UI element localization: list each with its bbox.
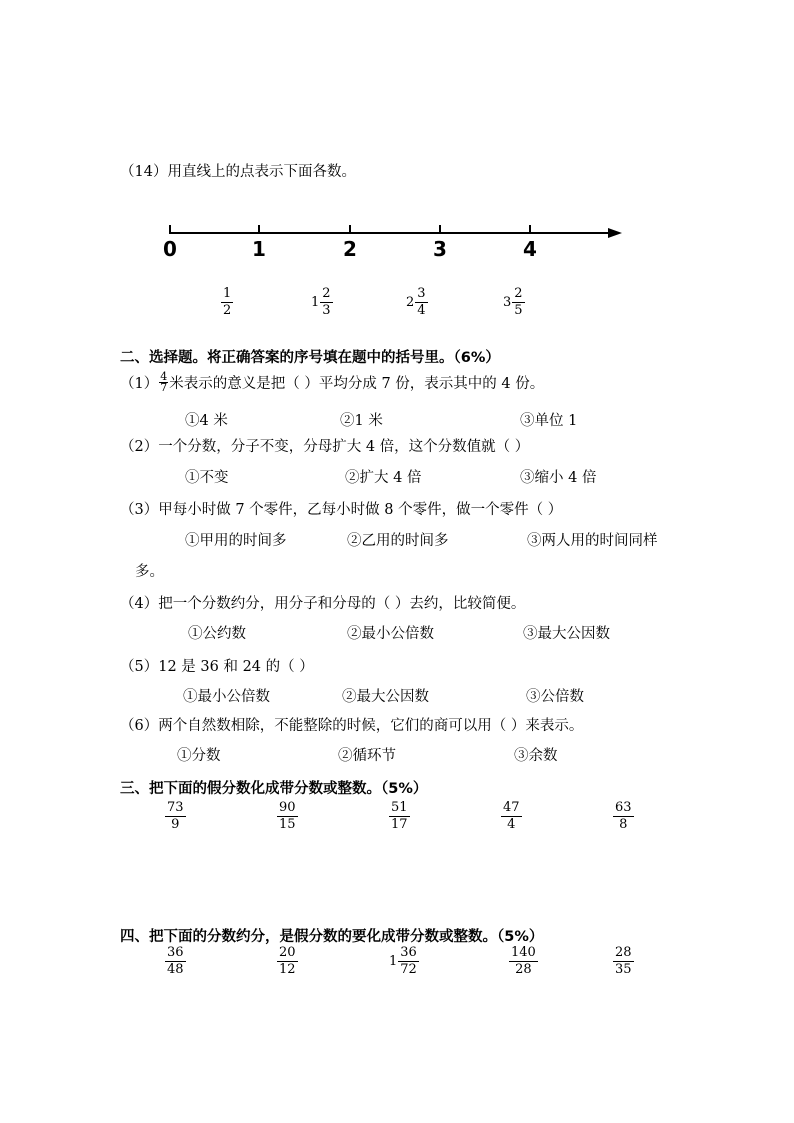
tick-label-4: 4 [523,237,537,261]
s2-q5-option-3: ③公倍数 [526,689,584,705]
number-line [0,0,794,300]
section3-heading: 三、把下面的假分数化成带分数或整数。（5%） [120,781,428,797]
s2-q4-option-3: ③最大公因数 [523,626,610,642]
s2-q6-option-2: ②循环节 [338,748,396,764]
q14-mixed-number: 2 $\frac{3}{4}$ [406,286,426,318]
s2-q3-option-1: ①甲用的时间多 [185,533,287,549]
q14-mixed-number: 3 $\frac{2}{5}$ [503,286,523,318]
s3-fraction: $\frac{47}{4}$ [503,800,520,832]
s3-fraction: $\frac{51}{17}$ [391,800,408,832]
q14-mixed-number: 1 $\frac{2}{3}$ [311,286,331,318]
s2-q3-option-3: ③两人用的时间同样 [527,533,658,549]
s3-fraction: $\frac{90}{15}$ [279,800,296,832]
s2-q3-continuation: 多。 [135,564,164,580]
s2-q1-option-1: ①4 米 [185,413,228,429]
section4-heading: 四、把下面的分数约分，是假分数的要化成带分数或整数。（5%） [120,929,544,945]
tick-label-0: 0 [163,237,177,261]
s2-q4-option-2: ②最小公倍数 [347,626,434,642]
section2-heading: 二、选择题。将正确答案的序号填在题中的括号里。（6%） [120,350,500,366]
s2-q2: （2）一个分数，分子不变，分母扩大 4 倍，这个分数值就（ ） [120,439,530,455]
s2-q6: （6）两个自然数相除，不能整除的时候，它们的商可以用（ ）来表示。 [120,718,584,734]
s2-q6-option-1: ①分数 [177,748,221,764]
s2-q5-option-1: ①最小公倍数 [183,689,270,705]
s2-q6-option-3: ③余数 [514,748,558,764]
s2-q1: （1） $\frac{4}{7}$ 米表示的意义是把（ ）平均分成 7 份，表示其中的 4 份。 [120,370,545,394]
s2-q4: （4）把一个分数约分，用分子和分母的（ ）去约，比较简便。 [120,596,526,612]
s3-fraction: $\frac{73}{9}$ [167,800,184,832]
s2-q2-option-3: ③缩小 4 倍 [520,470,597,486]
s3-fraction: $\frac{63}{8}$ [615,800,632,832]
q1-fraction: $\frac{4}{7}$ [160,370,168,394]
s2-q2-option-1: ①不变 [185,470,229,486]
number-line-arrow [608,228,622,238]
tick-label-1: 1 [252,237,266,261]
tick-label-3: 3 [433,237,447,261]
q14-fraction: $\frac{1}{2}$ [223,286,232,318]
q14-text: （14）用直线上的点表示下面各数。 [120,164,356,180]
s2-q3: （3）甲每小时做 7 个零件，乙每小时做 8 个零件，做一个零件（ ） [120,502,563,518]
s2-q1-option-3: ③单位 1 [520,413,578,429]
s2-q4-option-1: ①公约数 [188,626,246,642]
s4-fraction: $\frac{140}{28}$ [511,945,536,977]
s4-mixed-number: 1 $\frac{36}{72}$ [389,945,417,977]
s2-q2-option-2: ②扩大 4 倍 [345,470,422,486]
s2-q5-option-2: ②最大公因数 [342,689,429,705]
tick-label-2: 2 [343,237,357,261]
s4-fraction: $\frac{28}{35}$ [615,945,632,977]
s4-fraction: $\frac{20}{12}$ [279,945,296,977]
s4-fraction: $\frac{36}{48}$ [167,945,184,977]
s2-q1-option-2: ②1 米 [340,413,383,429]
s2-q5: （5）12 是 36 和 24 的（ ） [120,659,314,675]
s2-q3-option-2: ②乙用的时间多 [347,533,449,549]
